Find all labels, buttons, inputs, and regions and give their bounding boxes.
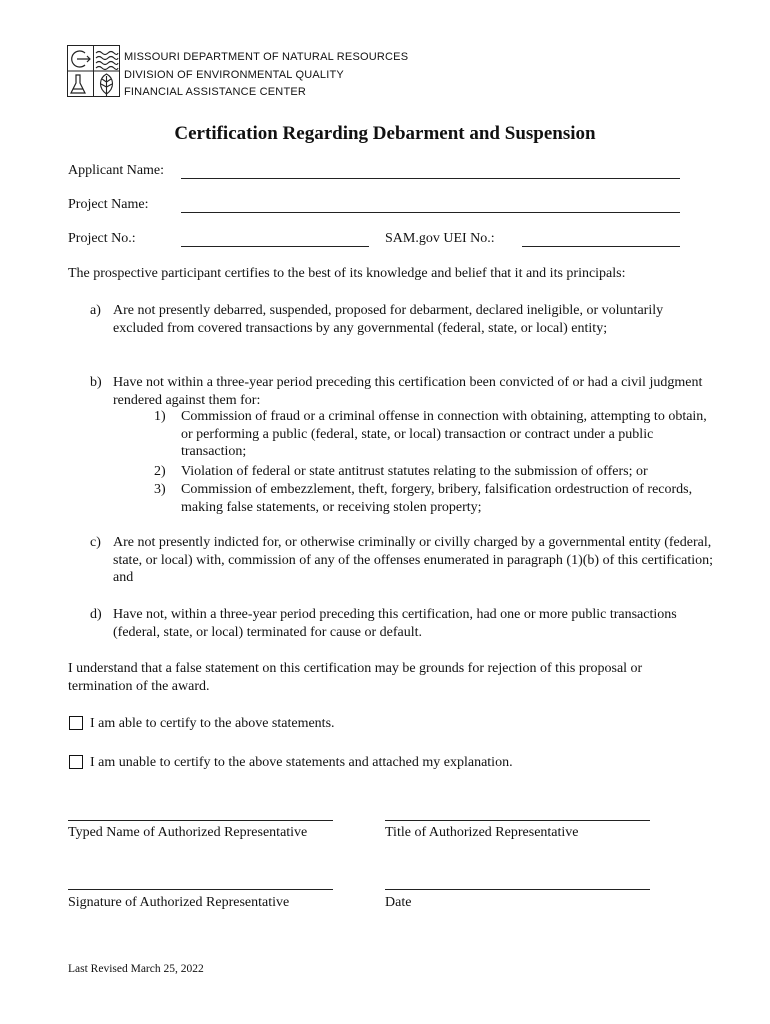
item-b2-text: Violation of federal or state antitrust statutes relating to the submission of offers; or xyxy=(181,464,648,479)
date-label: Date xyxy=(385,895,412,910)
project-name-label: Project Name: xyxy=(68,197,149,212)
intro-text: The prospective participant certifies to the best of its knowledge and belief that it and its principals: xyxy=(68,266,626,281)
signature-label: Signature of Authorized Representative xyxy=(68,895,290,910)
air-icon xyxy=(72,51,90,67)
item-a-text: Are not presently debarred, suspended, proposed for debarment, declared ineligible, or voluntarily excluded from covered transactions by any governmental (federal, state, or local) entity; xyxy=(113,303,664,336)
able-to-certify-label: I am able to certify to the above statements. xyxy=(90,716,335,731)
item-c-marker: c) xyxy=(90,535,101,550)
item-b3-marker: 3) xyxy=(154,482,166,497)
item-b-text: Have not within a three-year period preceding this certification been convicted of or had a civil judgment rendered against them for: xyxy=(113,375,703,408)
representative-title-field[interactable] xyxy=(385,820,650,821)
lab-flask-icon xyxy=(71,75,85,93)
project-no-field[interactable] xyxy=(181,246,369,247)
typed-name-field[interactable] xyxy=(68,820,333,821)
item-d-text: Have not, within a three-year period preceding this certification, had one or more public transactions (federal, state, or local) terminated for cause or default. xyxy=(113,607,677,640)
header-line-3: FINANCIAL ASSISTANCE CENTER xyxy=(124,86,307,98)
item-a-marker: a) xyxy=(90,303,101,318)
representative-title-label: Title of Authorized Representative xyxy=(385,825,579,840)
signature-field[interactable] xyxy=(68,889,333,890)
unable-to-certify-checkbox[interactable] xyxy=(69,755,83,769)
item-b-marker: b) xyxy=(90,375,102,390)
applicant-name-label: Applicant Name: xyxy=(68,163,165,178)
item-d-marker: d) xyxy=(90,607,102,622)
false-statement-text: I understand that a false statement on this certification may be grounds for rejection of this proposal or termination of the award. xyxy=(68,661,643,694)
project-no-label: Project No.: xyxy=(68,231,136,246)
date-field[interactable] xyxy=(385,889,650,890)
item-b1-marker: 1) xyxy=(154,409,166,424)
item-b1-text: Commission of fraud or a criminal offense in connection with obtaining, attempting to obtain, or performing a public (federal, state, or local) transaction or contract under a public transaction; xyxy=(181,409,707,459)
document-title: Certification Regarding Debarment and Suspension xyxy=(174,123,596,144)
header-line-1: MISSOURI DEPARTMENT OF NATURAL RESOURCES xyxy=(124,51,409,63)
sam-uei-label: SAM.gov UEI No.: xyxy=(385,231,495,246)
sam-uei-field[interactable] xyxy=(522,246,680,247)
item-b2-marker: 2) xyxy=(154,464,166,479)
able-to-certify-checkbox[interactable] xyxy=(69,716,83,730)
dnr-logo xyxy=(67,45,120,97)
project-name-field[interactable] xyxy=(181,212,680,213)
unable-to-certify-label: I am unable to certify to the above statements and attached my explanation. xyxy=(90,755,513,770)
water-icon xyxy=(96,52,118,70)
item-c-text: Are not presently indicted for, or otherwise criminally or civilly charged by a governmental entity (federal, state, or local) with, commission of any of the offenses enumerated in paragraph (1)(b) of this certification; and xyxy=(113,535,713,585)
header-line-2: DIVISION OF ENVIRONMENTAL QUALITY xyxy=(124,69,344,81)
item-b3-text: Commission of embezzlement, theft, forgery, bribery, falsification ordestruction of records, making false statements, or receiving stolen property; xyxy=(181,482,693,515)
leaf-icon xyxy=(100,74,112,96)
last-revised-footer: Last Revised March 25, 2022 xyxy=(68,963,204,975)
typed-name-label: Typed Name of Authorized Representative xyxy=(68,825,308,840)
applicant-name-field[interactable] xyxy=(181,178,680,179)
